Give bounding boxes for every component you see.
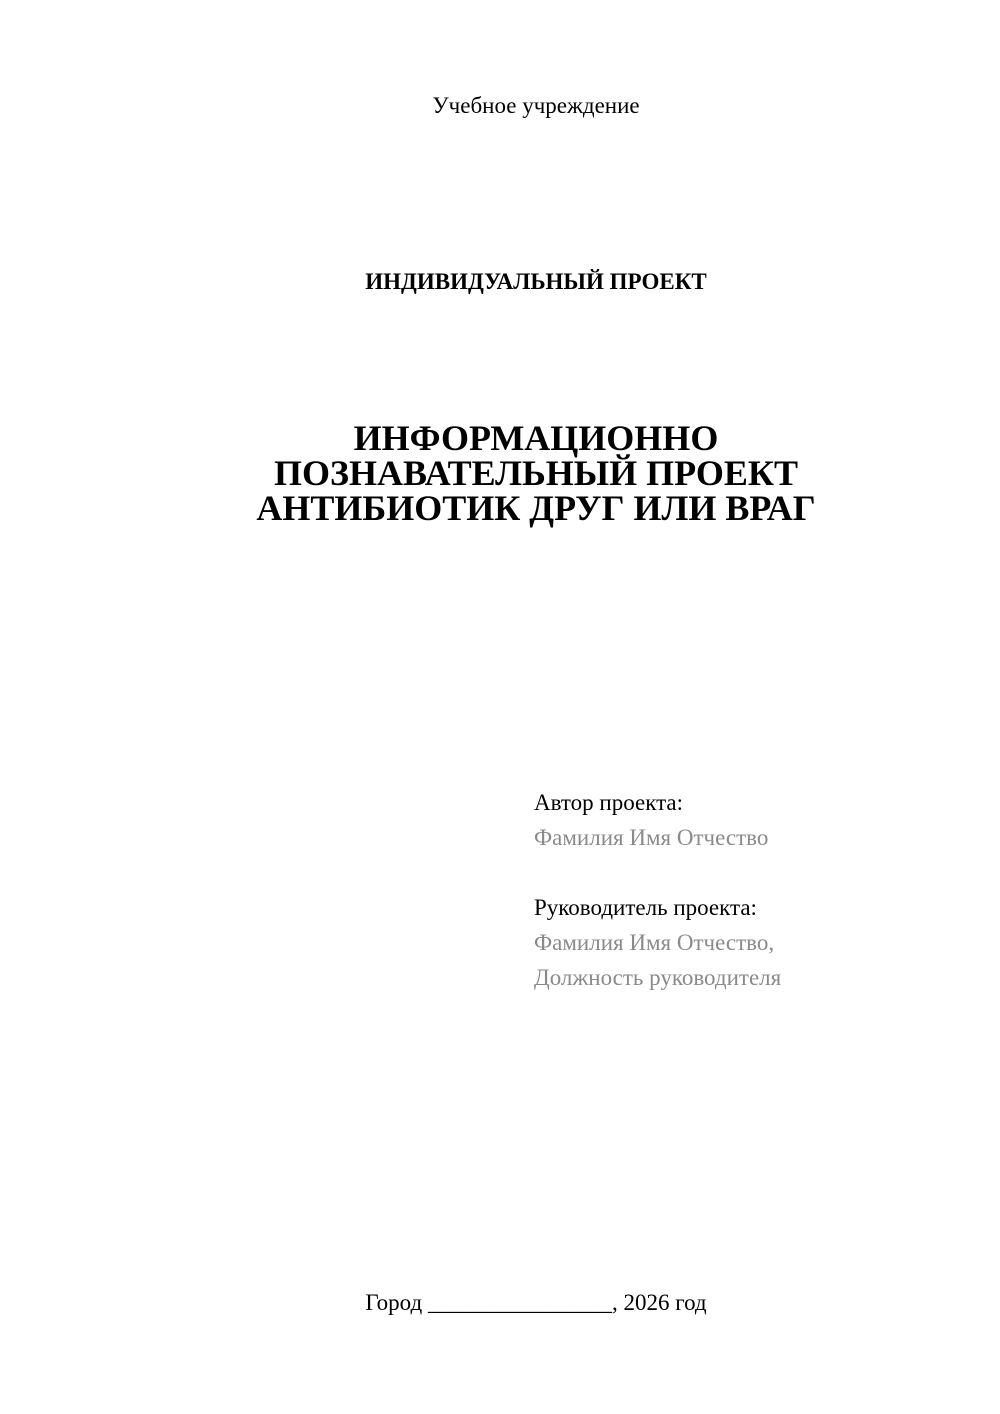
city-year-line: Город ________________, 2026 год xyxy=(365,1290,707,1315)
author-name-placeholder: Фамилия Имя Отчество xyxy=(534,825,769,850)
project-title-line: ИНФОРМАЦИОННО xyxy=(353,418,719,458)
author-block xyxy=(534,785,974,855)
project-type-heading: ИНДИВИДУАЛЬНЫЙ ПРОЕКТ xyxy=(365,269,707,294)
supervisor-position-placeholder: Должность руководителя xyxy=(534,965,782,990)
supervisor-block xyxy=(534,890,974,995)
supervisor-name-placeholder: Фамилия Имя Отчество, xyxy=(534,930,775,955)
author-label: Автор проекта: xyxy=(534,790,683,815)
project-title-line: АНТИБИОТИК ДРУГ ИЛИ ВРАГ xyxy=(256,488,816,528)
institution-name: Учебное учреждение xyxy=(432,93,640,118)
project-title-line: ПОЗНАВАТЕЛЬНЫЙ ПРОЕКТ xyxy=(273,453,799,493)
supervisor-label: Руководитель проекта: xyxy=(534,895,757,920)
project-title xyxy=(236,418,836,528)
